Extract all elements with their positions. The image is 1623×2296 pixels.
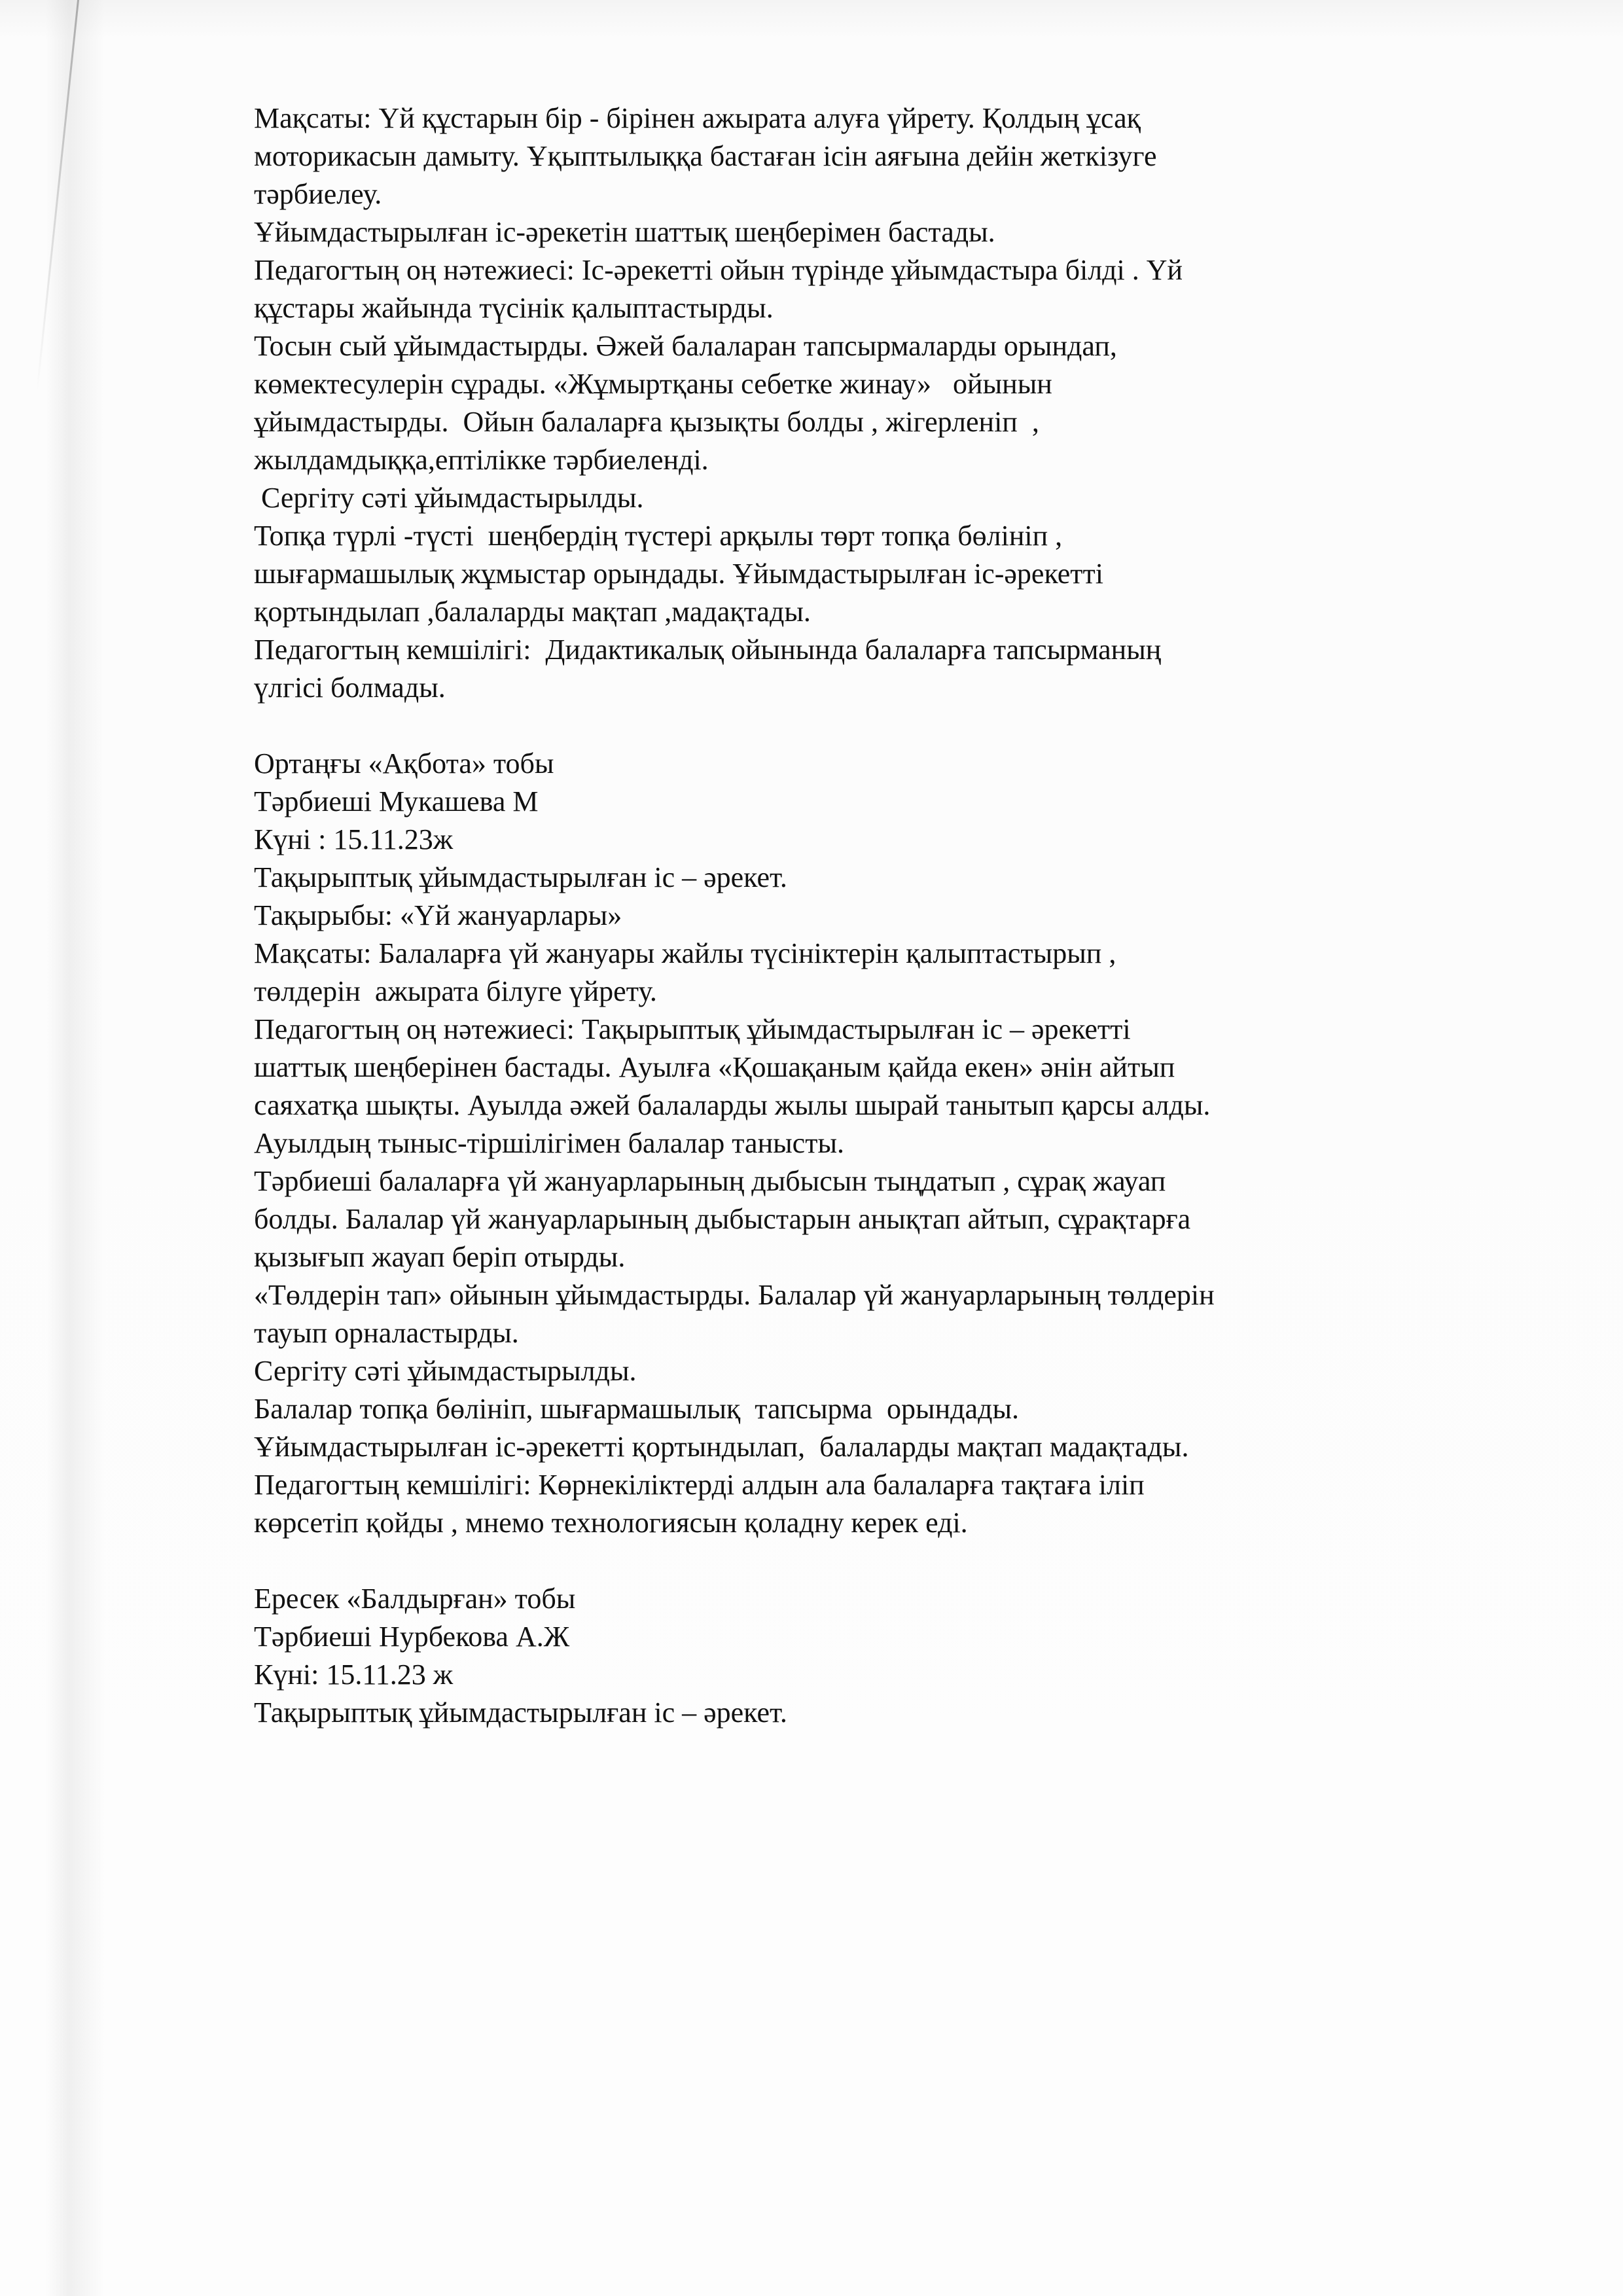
paragraph-block-2 xyxy=(254,745,1563,1542)
scan-shadow-edge xyxy=(46,0,105,2296)
text-line: Сергіту сәті ұйымдастырылды. xyxy=(254,1355,637,1387)
paragraph-block-3 xyxy=(254,1580,1563,1732)
text-line: Балалар топқа бөлініп, шығармашылық тапсырма орындады. xyxy=(254,1393,1020,1425)
text-line: Ұйымдастырылған іс-әрекетті қортындылап, балаларды мақтап мадақтады. xyxy=(254,1431,1189,1463)
text-line: Тақырыптық ұйымдастырылған іс – әрекет. xyxy=(254,861,787,893)
document-body xyxy=(254,99,1563,1732)
text-line: төлдерін ажырата білуге үйрету. xyxy=(254,975,657,1007)
text-line: құстары жайында түсінік қалыптастырды. xyxy=(254,292,774,324)
text-line: үлгісі болмады. xyxy=(254,672,446,704)
text-line: «Төлдерін тап» ойынын ұйымдастырды. Балалар үй жануарларының төлдерін xyxy=(254,1279,1215,1311)
topic-line: Тақырыбы: «Үй жануарлары» xyxy=(254,899,622,931)
text-line: шаттық шеңберінен бастады. Ауылға «Қошақаным қайда екен» әнін айтып xyxy=(254,1051,1175,1083)
text-line: көрсетіп қойды , мнемо технологиясын қоладну керек еді. xyxy=(254,1507,968,1539)
text-line: Топқа түрлі -түсті шеңбердің түстері арқылы төрт топқа бөлініп , xyxy=(254,520,1063,552)
text-line: Педагогтың оң нәтежиесі: Тақырыптық ұйымдастырылған іс – әрекетті xyxy=(254,1013,1131,1045)
paragraph-gap xyxy=(254,707,1563,745)
text-line: Педагогтың кемшілігі: Дидактикалық ойынында балаларға тапсырманың xyxy=(254,634,1162,666)
text-line: Тақырыптық ұйымдастырылған іс – әрекет. xyxy=(254,1696,787,1729)
text-line: Мақсаты: Балаларға үй жануары жайлы түсініктерін қалыптастырып , xyxy=(254,937,1116,969)
text-line: жылдамдыққа,ептілікке тәрбиеленді. xyxy=(254,444,709,476)
text-line: қортындылап ,балаларды мақтап ,мадақтады. xyxy=(254,596,811,628)
teacher-name: Тәрбиеші Нурбекова А.Ж xyxy=(254,1621,570,1653)
text-line: Сергіту сәті ұйымдастырылды. xyxy=(254,482,644,514)
text-line: Ұйымдастырылған іс-әрекетін шаттық шеңберімен бастады. xyxy=(254,216,995,248)
text-line: Тәрбиеші балаларға үй жануарларының дыбысын тыңдатып , сұрақ жауап xyxy=(254,1165,1166,1197)
text-line: көмектесулерін сұрады. «Жұмыртқаны себетке жинау» ойынын xyxy=(254,368,1052,400)
text-line: Мақсаты: Үй құстарын бір - бірінен ажырата алуға үйрету. Қолдың ұсақ xyxy=(254,102,1141,134)
date-line: Күні : 15.11.23ж xyxy=(254,823,454,855)
teacher-name: Тәрбиеші Мукашева М xyxy=(254,785,539,817)
text-line: Педагогтың оң нәтежиесі: Іс-әрекетті ойын түрінде ұйымдастыра білді . Үй xyxy=(254,254,1183,286)
text-line: шығармашылық жұмыстар орындады. Ұйымдастырылған іс-әрекетті xyxy=(254,558,1103,590)
group-title: Ортаңғы «Ақбота» тобы xyxy=(254,747,554,780)
paragraph-gap xyxy=(254,1542,1563,1580)
text-line: саяхатқа шықты. Ауылда әжей балаларды жылы шырай танытып қарсы алды. xyxy=(254,1089,1211,1121)
paragraph-block-1 xyxy=(254,99,1563,707)
date-line: Күні: 15.11.23 ж xyxy=(254,1659,454,1691)
text-line: ұйымдастырды. Ойын балаларға қызықты болды , жігерленіп , xyxy=(254,406,1039,438)
text-line: Тосын сый ұйымдастырды. Әжей балаларан тапсырмаларды орындап, xyxy=(254,330,1117,362)
text-line: қызығып жауап беріп отырды. xyxy=(254,1241,626,1273)
text-line: тауып орналастырды. xyxy=(254,1317,519,1349)
text-line: болды. Балалар үй жануарларының дыбыстарын анықтап айтып, сұрақтарға xyxy=(254,1203,1191,1235)
text-line: тәрбиелеу. xyxy=(254,178,382,210)
group-title: Ересек «Балдырған» тобы xyxy=(254,1583,576,1615)
text-line: Педагогтың кемшілігі: Көрнекіліктерді алдын ала балаларға тақтаға іліп xyxy=(254,1469,1145,1501)
text-line: Ауылдың тыныс-тіршілігімен балалар танысты. xyxy=(254,1127,844,1159)
text-line: моторикасын дамыту. Ұқыптылыққа бастаған ісін аяғына дейін жеткізуге xyxy=(254,140,1157,172)
